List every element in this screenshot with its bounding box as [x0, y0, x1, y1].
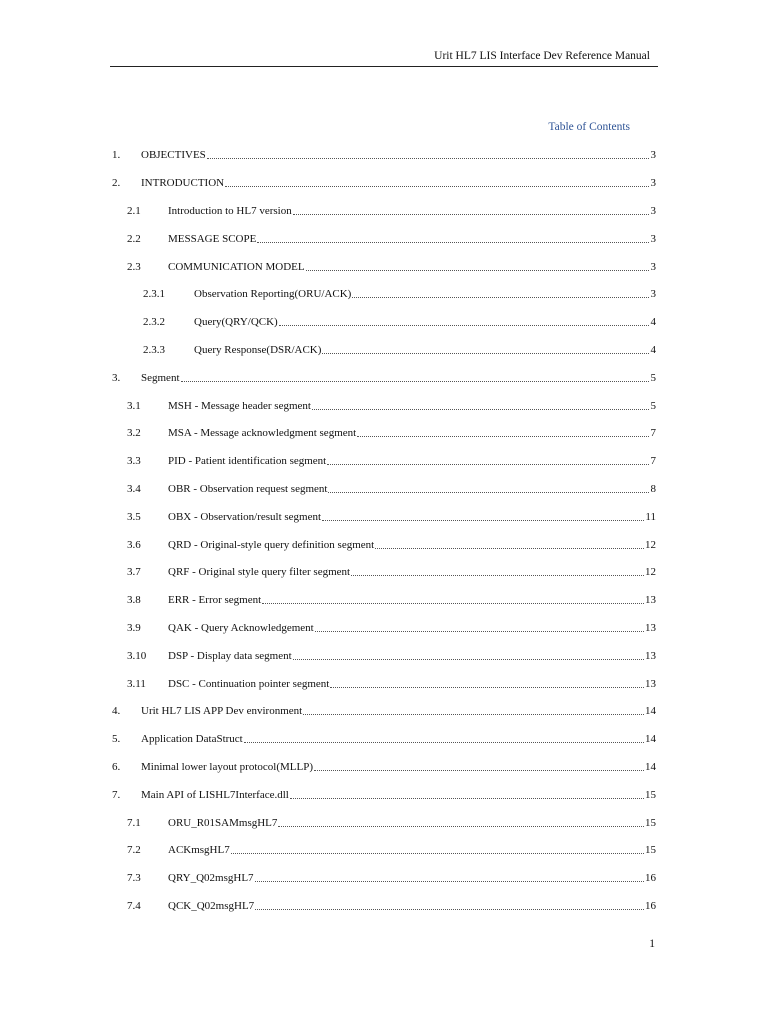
- toc-entry-number: 5.: [112, 733, 121, 746]
- toc-entry-number: 3.6: [127, 538, 141, 551]
- toc-entry[interactable]: [112, 142, 656, 170]
- toc-entry-number: 7.2: [127, 844, 141, 857]
- toc-entry-number: 7.4: [127, 899, 141, 912]
- toc-dot-leader: [315, 631, 644, 632]
- toc-entry-number: 6.: [112, 760, 121, 773]
- toc-dot-leader: [327, 464, 649, 465]
- toc-entry-page: 3: [650, 149, 656, 162]
- toc-dot-leader: [352, 297, 649, 298]
- toc-entry-title: Observation Reporting(ORU/ACK): [194, 288, 352, 301]
- toc-entry[interactable]: [112, 726, 656, 754]
- toc-entry-title: Introduction to HL7 version: [168, 204, 292, 217]
- toc-entry-title: QCK_Q02msgHL7: [168, 899, 255, 912]
- toc-entry-page: 15: [645, 816, 656, 829]
- toc-dot-leader: [293, 214, 649, 215]
- toc-dot-leader: [314, 770, 644, 771]
- toc-entry-number: 7.3: [127, 872, 141, 885]
- page-number: 1: [649, 938, 655, 950]
- toc-entry-title: COMMUNICATION MODEL: [168, 260, 305, 273]
- toc-entry-title: Query Response(DSR/ACK): [194, 343, 322, 356]
- toc-entry-number: 3.9: [127, 621, 141, 634]
- toc-entry-title: QRF - Original style query filter segment: [168, 566, 351, 579]
- toc-entry-title: OBJECTIVES: [141, 149, 206, 162]
- running-header: Urit HL7 LIS Interface Dev Reference Manual: [434, 50, 650, 62]
- toc-entry-number: 2.: [112, 177, 121, 190]
- toc-entry-title: Urit HL7 LIS APP Dev environment: [141, 705, 303, 718]
- toc-entry-number: 3.11: [127, 677, 146, 690]
- toc-entry-page: 3: [650, 177, 656, 190]
- toc-entry[interactable]: [112, 781, 656, 809]
- toc-entry[interactable]: [112, 698, 656, 726]
- toc-entry[interactable]: [112, 170, 656, 198]
- toc-entry-number: 2.1: [127, 204, 141, 217]
- toc-entry-number: 2.2: [127, 232, 141, 245]
- toc-entry[interactable]: [112, 225, 656, 253]
- toc-entry-page: 16: [645, 872, 656, 885]
- toc-entry-number: 3.10: [127, 649, 147, 662]
- toc-entry-page: 3: [650, 288, 656, 301]
- toc-entry[interactable]: [112, 309, 656, 337]
- toc-dot-leader: [306, 270, 649, 271]
- toc-entry-page: 15: [645, 844, 656, 857]
- toc-entry[interactable]: [112, 364, 656, 392]
- toc-entry[interactable]: [112, 392, 656, 420]
- toc-entry[interactable]: [112, 253, 656, 281]
- toc-entry-number: 2.3.1: [143, 288, 165, 301]
- toc-entry-title: DSP - Display data segment: [168, 649, 292, 662]
- toc-dot-leader: [207, 158, 649, 159]
- toc-entry[interactable]: [112, 531, 656, 559]
- toc-entry-number: 3.5: [127, 510, 141, 523]
- toc-entry-number: 3.3: [127, 455, 141, 468]
- toc-dot-leader: [290, 798, 644, 799]
- toc-entry[interactable]: [112, 476, 656, 504]
- toc-entry[interactable]: [112, 420, 656, 448]
- toc-entry[interactable]: [112, 587, 656, 615]
- toc-entry-page: 13: [645, 677, 656, 690]
- toc-entry-number: 3.2: [127, 427, 141, 440]
- toc-entry[interactable]: [112, 448, 656, 476]
- toc-entry-page: 3: [650, 232, 656, 245]
- toc-entry[interactable]: [112, 198, 656, 226]
- toc-entry[interactable]: [112, 865, 656, 893]
- toc-dot-leader: [312, 409, 649, 410]
- toc-entry-page: 11: [645, 510, 656, 523]
- toc-entry-number: 3.: [112, 371, 121, 384]
- toc-entry[interactable]: [112, 809, 656, 837]
- toc-entry-page: 13: [645, 621, 656, 634]
- toc-dot-leader: [255, 909, 644, 910]
- toc-entry-title: DSC - Continuation pointer segment: [168, 677, 330, 690]
- toc-dot-leader: [231, 853, 644, 854]
- toc-dot-leader: [181, 381, 650, 382]
- toc-dot-leader: [322, 353, 649, 354]
- toc-entry-title: Query(QRY/QCK): [194, 316, 278, 329]
- toc-entry-number: 3.8: [127, 594, 141, 607]
- toc-entry-title: OBX - Observation/result segment: [168, 510, 322, 523]
- toc-entry-page: 4: [650, 343, 656, 356]
- toc-dot-leader: [225, 186, 649, 187]
- toc-dot-leader: [257, 242, 649, 243]
- toc-dot-leader: [351, 575, 644, 576]
- toc-entry[interactable]: [112, 837, 656, 865]
- toc-entry[interactable]: [112, 615, 656, 643]
- toc-entry-title: PID - Patient identification segment: [168, 455, 327, 468]
- toc-dot-leader: [293, 659, 644, 660]
- toc-entry-number: 3.1: [127, 399, 141, 412]
- toc-entry-page: 15: [645, 788, 656, 801]
- toc-entry-number: 1.: [112, 149, 121, 162]
- toc-entry-number: 4.: [112, 705, 121, 718]
- toc-entry[interactable]: [112, 281, 656, 309]
- toc-entry[interactable]: [112, 559, 656, 587]
- toc-entry-page: 7: [650, 427, 656, 440]
- toc-dot-leader: [278, 826, 644, 827]
- toc-entry-page: 12: [645, 566, 656, 579]
- toc-heading: Table of Contents: [548, 121, 630, 133]
- header-divider: [110, 66, 658, 67]
- toc-entry-number: 7.: [112, 788, 121, 801]
- toc-entry[interactable]: [112, 642, 656, 670]
- toc-entry-title: ERR - Error segment: [168, 594, 262, 607]
- toc-dot-leader: [244, 742, 644, 743]
- toc-entry-page: 16: [645, 899, 656, 912]
- toc-entry-page: 4: [650, 316, 656, 329]
- toc-entry-page: 3: [650, 260, 656, 273]
- toc-entry-page: 12: [645, 538, 656, 551]
- toc-entry-page: 3: [650, 204, 656, 217]
- toc-entry-title: QRD - Original-style query definition segment: [168, 538, 375, 551]
- toc-entry-page: 13: [645, 649, 656, 662]
- toc-entry-title: Application DataStruct: [141, 733, 243, 746]
- toc-entry-title: ORU_R01SAMmsgHL7: [168, 816, 278, 829]
- toc-dot-leader: [375, 548, 644, 549]
- toc-dot-leader: [255, 881, 644, 882]
- toc-entry-page: 5: [650, 371, 656, 384]
- toc-entry-title: MESSAGE SCOPE: [168, 232, 257, 245]
- toc-entry-number: 7.1: [127, 816, 141, 829]
- toc-entry-title: QRY_Q02msgHL7: [168, 872, 254, 885]
- toc-entry-number: 2.3.2: [143, 316, 165, 329]
- table-of-contents: [112, 142, 656, 920]
- toc-dot-leader: [303, 714, 644, 715]
- toc-entry-page: 13: [645, 594, 656, 607]
- toc-entry-title: OBR - Observation request segment: [168, 482, 328, 495]
- toc-entry-title: ACKmsgHL7: [168, 844, 230, 857]
- toc-entry-number: 2.3: [127, 260, 141, 273]
- toc-dot-leader: [357, 436, 649, 437]
- toc-entry-page: 8: [650, 482, 656, 495]
- toc-entry-number: 2.3.3: [143, 343, 165, 356]
- toc-entry-page: 7: [650, 455, 656, 468]
- toc-entry-page: 14: [645, 705, 656, 718]
- toc-dot-leader: [330, 687, 644, 688]
- toc-entry-title: MSH - Message header segment: [168, 399, 311, 412]
- toc-entry-title: Minimal lower layout protocol(MLLP): [141, 760, 313, 773]
- toc-entry[interactable]: [112, 503, 656, 531]
- toc-entry-title: INTRODUCTION: [141, 177, 225, 190]
- toc-dot-leader: [328, 492, 649, 493]
- toc-entry-title: Main API of LISHL7Interface.dll: [141, 788, 289, 801]
- toc-entry[interactable]: [112, 670, 656, 698]
- toc-entry-page: 14: [645, 733, 656, 746]
- toc-entry[interactable]: [112, 893, 656, 921]
- toc-entry-title: Segment: [141, 371, 180, 384]
- toc-dot-leader: [262, 603, 644, 604]
- toc-entry[interactable]: [112, 754, 656, 782]
- toc-entry[interactable]: [112, 337, 656, 365]
- toc-dot-leader: [279, 325, 649, 326]
- toc-entry-title: MSA - Message acknowledgment segment: [168, 427, 357, 440]
- toc-entry-number: 3.7: [127, 566, 141, 579]
- toc-dot-leader: [322, 520, 644, 521]
- toc-entry-page: 14: [645, 760, 656, 773]
- toc-entry-title: QAK - Query Acknowledgement: [168, 621, 314, 634]
- toc-entry-page: 5: [650, 399, 656, 412]
- toc-entry-number: 3.4: [127, 482, 141, 495]
